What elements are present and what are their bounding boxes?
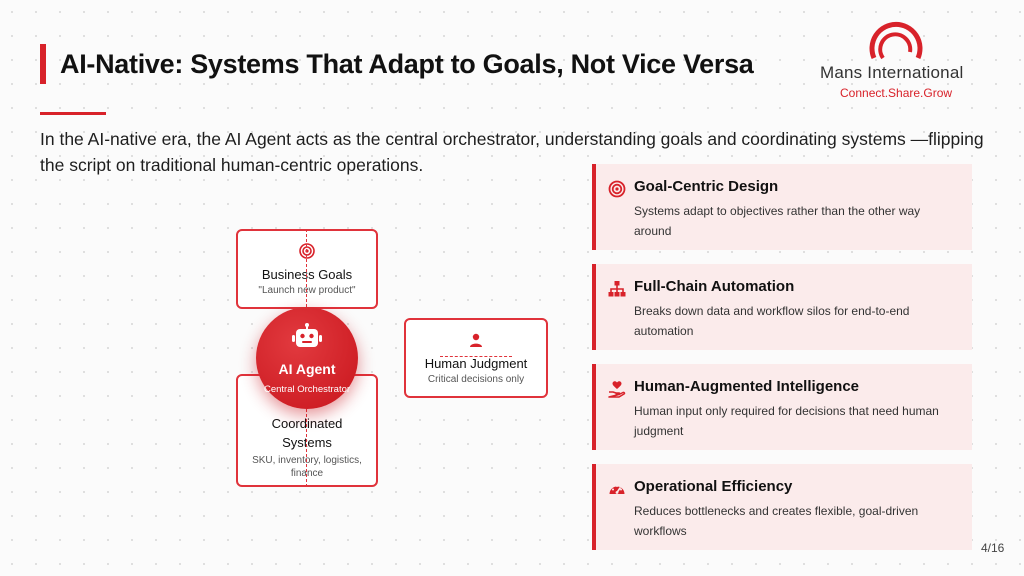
human-judgment-subtitle: Critical decisions only bbox=[427, 374, 525, 385]
title-accent-bar bbox=[40, 44, 46, 84]
feature-title: Operational Efficiency bbox=[634, 478, 793, 495]
intro-text: In the AI-native era, the AI Agent acts as the central orchestrator, understanding goals and coordinating systems —flipping the script on traditional human-centric operations. bbox=[40, 129, 984, 175]
feature-card-operational-efficiency bbox=[592, 464, 972, 550]
feature-card-human-augmented bbox=[592, 364, 972, 450]
sitemap-icon bbox=[608, 280, 626, 298]
coordinated-systems-subtitle: SKU, inventory, logistics, finance bbox=[252, 455, 362, 479]
logo-name: Mans International bbox=[820, 63, 964, 82]
feature-description: Breaks down data and workflow silos for end-to-end automation bbox=[634, 304, 910, 338]
ai-agent-title: AI Agent bbox=[278, 361, 336, 377]
ai-agent-node bbox=[256, 307, 358, 409]
feature-card-full-chain bbox=[592, 264, 972, 350]
human-judgment-title: Human Judgment bbox=[424, 356, 528, 371]
business-goals-node bbox=[236, 229, 378, 309]
business-goals-title: Business Goals bbox=[261, 267, 353, 282]
human-judgment-node bbox=[404, 318, 548, 398]
feature-description: Human input only required for decisions that need human judgment bbox=[634, 404, 939, 438]
target-icon bbox=[299, 243, 315, 259]
feature-card-goal-centric bbox=[592, 164, 972, 250]
robot-icon bbox=[292, 323, 322, 351]
feature-description: Reduces bottlenecks and creates flexible, goal-driven workflows bbox=[634, 504, 919, 538]
business-goals-subtitle: "Launch new product" bbox=[258, 285, 356, 296]
gauge-icon bbox=[608, 480, 626, 498]
hand-heart-icon bbox=[608, 380, 626, 398]
horizontal-connector bbox=[440, 356, 512, 357]
page-title: AI-Native: Systems That Adapt to Goals, Not Vice Versa bbox=[60, 49, 754, 79]
logo-tagline: Connect.Share.Grow bbox=[840, 86, 953, 100]
target-icon bbox=[608, 180, 626, 198]
person-icon bbox=[468, 332, 484, 348]
feature-title: Goal-Centric Design bbox=[634, 178, 779, 195]
logo-icon bbox=[866, 14, 926, 62]
page-number: 4/16 bbox=[981, 541, 1005, 555]
coordinated-systems-title: Coordinated Systems bbox=[271, 416, 343, 450]
title-underline bbox=[40, 112, 106, 115]
feature-title: Full-Chain Automation bbox=[634, 278, 795, 295]
ai-agent-subtitle: Central Orchestrator bbox=[263, 384, 351, 395]
feature-description: Systems adapt to objectives rather than the other way around bbox=[634, 204, 921, 238]
feature-title: Human-Augmented Intelligence bbox=[634, 378, 860, 395]
